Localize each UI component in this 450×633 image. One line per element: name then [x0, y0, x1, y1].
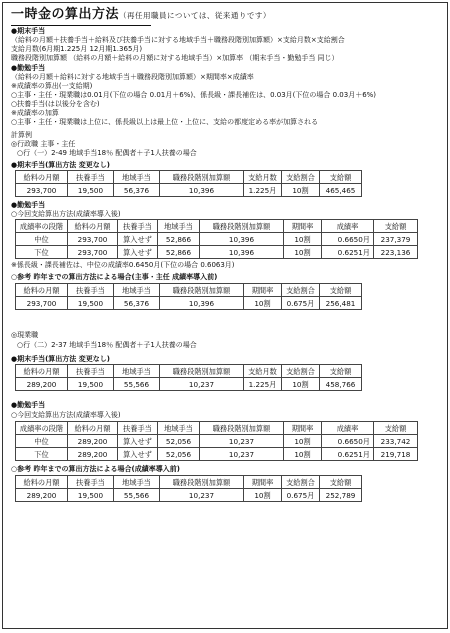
- table-cell: 10割: [282, 184, 320, 197]
- table-row: [16, 448, 418, 461]
- kinben-table: [15, 219, 418, 259]
- table-header-cell: 職務段階別加算額: [200, 422, 284, 435]
- calc-example-label: 計算例: [11, 131, 32, 139]
- table-cell: 289,200: [68, 435, 118, 448]
- kinben-title: ●勤勉手当: [11, 401, 46, 409]
- table-cell: 10,237: [160, 378, 244, 391]
- table-row: [16, 435, 418, 448]
- table-cell: 0.675月: [282, 297, 320, 310]
- table-header-cell: 給料の月額: [16, 365, 68, 378]
- kinben-subtitle: ○今回支給算出方法(成績率導入後): [11, 210, 121, 218]
- table-header-cell: 扶養手当: [118, 422, 158, 435]
- table-header-cell: 期間率: [244, 476, 282, 489]
- section-label: ◎現業職: [11, 331, 39, 339]
- table-cell: 10割: [282, 378, 320, 391]
- intro-line: 職務段階別加算額 （給料の月額＋給料の月額に対する地域手当）×加算率 （期末手当・勤勉手当 同じ）: [11, 54, 339, 62]
- table-cell: 1.225月: [244, 184, 282, 197]
- table-header-cell: 支給割合: [282, 476, 320, 489]
- intro-line: ●期末手当: [11, 27, 46, 35]
- kinben-title: ●勤勉手当: [11, 201, 46, 209]
- table-header-cell: 支給割合: [282, 284, 320, 297]
- kimatsu-table: [15, 170, 362, 197]
- table-cell: 10割: [284, 448, 322, 461]
- table-cell: 0.6251月: [322, 448, 374, 461]
- table-header-cell: 支給額: [320, 171, 362, 184]
- kimatsu-table: [15, 364, 362, 391]
- table-cell: 55,566: [114, 378, 160, 391]
- table-header-cell: 成績率の段階: [16, 422, 68, 435]
- table-header-cell: 期間率: [284, 422, 322, 435]
- reference-title: ○参考 昨年までの算出方法による場合(成績率導入前): [11, 465, 180, 473]
- table-cell: 10,237: [200, 448, 284, 461]
- table-header-cell: 地域手当: [114, 365, 160, 378]
- table-header-cell: 給料の月額: [68, 422, 118, 435]
- table-header-cell: 地域手当: [158, 422, 200, 435]
- reference-title: ○参考 昨年までの算出方法による場合(主事・主任 成績率導入前): [11, 273, 218, 281]
- table-header-cell: 給料の月額: [16, 476, 68, 489]
- table-header-cell: 職務段階別加算額: [160, 365, 244, 378]
- table-header-cell: 給料の月額: [16, 171, 68, 184]
- section-condition: ○行（一）2-49 地域手当18％ 配偶者＋子1人扶養の場合: [17, 149, 197, 157]
- table-cell: 55,566: [114, 489, 160, 502]
- table-header-cell: 支給額: [320, 284, 362, 297]
- table-cell: 1.225月: [244, 378, 282, 391]
- kimatsu-title: ●期末手当(算出方法 変更なし): [11, 355, 110, 363]
- table-cell: 10割: [284, 233, 322, 246]
- intro-line: ○扶養手当(は以後分を含む): [11, 100, 100, 108]
- section-condition: ○行（二）2-37 地域手当18％ 配偶者＋子1人扶養の場合: [17, 341, 197, 349]
- intro-line: 支給月数(6月期1.225月 12月期1.365月): [11, 45, 143, 53]
- table-cell: 10割: [244, 297, 282, 310]
- table-header-cell: 扶養手当: [118, 220, 158, 233]
- section-label: ◎行政職 主事・主任: [11, 140, 76, 148]
- table-cell: 算入せず: [118, 435, 158, 448]
- reference-table: [15, 283, 362, 310]
- table-cell: 0.6650月: [322, 233, 374, 246]
- table-header-cell: 支給額: [374, 220, 418, 233]
- table-cell: 中位: [16, 233, 68, 246]
- table-header-row: [16, 171, 362, 184]
- intro-line: （給料の月額＋給料に対する地域手当＋職務段階別加算額）×期間率×成績率: [11, 73, 254, 81]
- table-cell: 233,742: [374, 435, 418, 448]
- table-header-cell: 地域手当: [114, 476, 160, 489]
- table-cell: 0.6650月: [322, 435, 374, 448]
- table-cell: 19,500: [68, 184, 114, 197]
- table-header-cell: 成績率: [322, 422, 374, 435]
- table-cell: 223,136: [374, 246, 418, 259]
- kinben-subtitle: ○今回支給算出方法(成績率導入後): [11, 411, 121, 419]
- document-page: [2, 2, 448, 629]
- table-header-cell: 支給額: [320, 476, 362, 489]
- table-cell: 289,200: [16, 489, 68, 502]
- table-row: [16, 297, 362, 310]
- intro-line: ※成績率の加算: [11, 109, 59, 117]
- table-header-cell: 期間率: [284, 220, 322, 233]
- page-title: 一時金の算出方法（再任用職員については、従来通りです）: [11, 7, 271, 22]
- table-cell: 293,700: [68, 233, 118, 246]
- table-header-row: [16, 220, 418, 233]
- table-header-cell: 職務段階別加算額: [200, 220, 284, 233]
- table-header-row: [16, 284, 362, 297]
- table-cell: 465,465: [320, 184, 362, 197]
- table-cell: 52,866: [158, 246, 200, 259]
- table-cell: 458,766: [320, 378, 362, 391]
- table-header-cell: 扶養手当: [68, 284, 114, 297]
- table-cell: 56,376: [114, 184, 160, 197]
- table-cell: 中位: [16, 435, 68, 448]
- table-cell: 0.6251月: [322, 246, 374, 259]
- title-note: （再任用職員については、従来通りです）: [119, 11, 271, 20]
- table-header-cell: 支給額: [374, 422, 418, 435]
- table-cell: 10,237: [200, 435, 284, 448]
- table-cell: 10割: [284, 435, 322, 448]
- table-header-cell: 地域手当: [114, 284, 160, 297]
- table-cell: 19,500: [68, 297, 114, 310]
- table-header-cell: 地域手当: [158, 220, 200, 233]
- table-cell: 52,866: [158, 233, 200, 246]
- table-row: [16, 489, 362, 502]
- table-header-cell: 給料の月額: [16, 284, 68, 297]
- table-header-cell: 支給割合: [282, 171, 320, 184]
- intro-line: ○主事・主任・現業職は上位に、係長級以上は最上位・上位に、支給の都度定める率が加算される: [11, 118, 319, 126]
- table-header-row: [16, 476, 362, 489]
- table-row: [16, 184, 362, 197]
- title-underline: [11, 25, 151, 26]
- table-cell: 下位: [16, 246, 68, 259]
- table-header-row: [16, 365, 362, 378]
- table-cell: 237,379: [374, 233, 418, 246]
- intro-line: ●勤勉手当: [11, 64, 46, 72]
- table-cell: 19,500: [68, 378, 114, 391]
- table-cell: 算入せず: [118, 233, 158, 246]
- table-header-row: [16, 422, 418, 435]
- intro-line: ※成績率の算出(一支給期): [11, 82, 93, 90]
- table-row: [16, 233, 418, 246]
- table-cell: 10,237: [160, 489, 244, 502]
- table-cell: 219,718: [374, 448, 418, 461]
- table-header-cell: 支給割合: [282, 365, 320, 378]
- table-header-cell: 支給月数: [244, 171, 282, 184]
- reference-table: [15, 475, 362, 502]
- table-cell: 256,481: [320, 297, 362, 310]
- table-cell: 10,396: [160, 184, 244, 197]
- table-header-cell: 職務段階別加算額: [160, 476, 244, 489]
- table-header-cell: 職務段階別加算額: [160, 284, 244, 297]
- table-cell: 289,200: [68, 448, 118, 461]
- table-header-cell: 成績率の段階: [16, 220, 68, 233]
- table-cell: 10,396: [200, 233, 284, 246]
- table-cell: 下位: [16, 448, 68, 461]
- table-cell: 293,700: [16, 184, 68, 197]
- table-cell: 算入せず: [118, 246, 158, 259]
- table-header-cell: 期間率: [244, 284, 282, 297]
- table-cell: 293,700: [68, 246, 118, 259]
- table-header-cell: 地域手当: [114, 171, 160, 184]
- table-header-cell: 支給月数: [244, 365, 282, 378]
- table-cell: 293,700: [16, 297, 68, 310]
- table-cell: 52,056: [158, 448, 200, 461]
- kinben-table: [15, 421, 418, 461]
- table-cell: 10,396: [160, 297, 244, 310]
- table-row: [16, 378, 362, 391]
- table-cell: 算入せず: [118, 448, 158, 461]
- table-header-cell: 職務段階別加算額: [160, 171, 244, 184]
- table-header-cell: 支給額: [320, 365, 362, 378]
- table-row: [16, 246, 418, 259]
- table-cell: 289,200: [16, 378, 68, 391]
- table-header-cell: 扶養手当: [68, 171, 114, 184]
- table-cell: 19,500: [68, 489, 114, 502]
- intro-line: （給料の月額＋扶養手当＋給料及び扶養手当に対する地域手当＋職務段階別加算額）×支給月数×支給割合: [11, 36, 345, 44]
- table-cell: 52,056: [158, 435, 200, 448]
- intro-line: ○主事・主任・現業職は0.01月(下位の場合 0.01月＋6%)、係長級・課長補佐は、0.03月(下位の場合 0.03月＋6%): [11, 91, 377, 99]
- table-cell: 252,789: [320, 489, 362, 502]
- table-header-cell: 成績率: [322, 220, 374, 233]
- table-header-cell: 扶養手当: [68, 476, 114, 489]
- table-cell: 0.675月: [282, 489, 320, 502]
- table-header-cell: 給料の月額: [68, 220, 118, 233]
- table-cell: 56,376: [114, 297, 160, 310]
- note-text: ※係長級・課長補佐は、中位の成績率0.6450月(下位の場合 0.6063月): [11, 261, 235, 269]
- table-header-cell: 扶養手当: [68, 365, 114, 378]
- table-cell: 10割: [244, 489, 282, 502]
- kimatsu-title: ●期末手当(算出方法 変更なし): [11, 161, 110, 169]
- table-cell: 10,396: [200, 246, 284, 259]
- table-cell: 10割: [284, 246, 322, 259]
